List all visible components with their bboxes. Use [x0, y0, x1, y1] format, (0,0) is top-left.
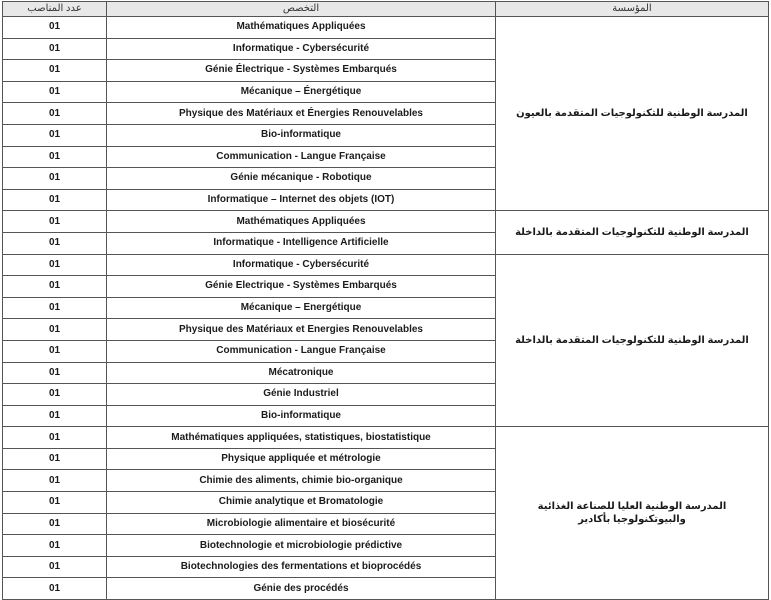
specialty-cell: Bio-informatique	[107, 405, 496, 427]
position-count-cell: 01	[3, 103, 107, 125]
position-count-cell: 01	[3, 470, 107, 492]
position-count-cell: 01	[3, 513, 107, 535]
table-row	[3, 427, 769, 449]
header-specialty: التخصص	[107, 2, 496, 17]
specialty-cell: Physique appliquée et métrologie	[107, 448, 496, 470]
position-count-cell: 01	[3, 81, 107, 103]
position-count-cell: 01	[3, 146, 107, 168]
position-count-cell: 01	[3, 168, 107, 190]
specialty-cell: Génie mécanique - Robotique	[107, 168, 496, 190]
position-count-cell: 01	[3, 448, 107, 470]
position-count-cell: 01	[3, 60, 107, 82]
positions-table	[2, 1, 769, 600]
table-row	[3, 17, 769, 39]
position-count-cell: 01	[3, 254, 107, 276]
specialty-cell: Mathématiques Appliquées	[107, 17, 496, 39]
table-row	[3, 211, 769, 233]
position-count-cell: 01	[3, 492, 107, 514]
specialty-cell: Microbiologie alimentaire et biosécurité	[107, 513, 496, 535]
header-count: عدد المناصب	[3, 2, 107, 17]
position-count-cell: 01	[3, 276, 107, 298]
specialty-cell: Communication - Langue Française	[107, 340, 496, 362]
specialty-cell: Chimie des aliments, chimie bio-organique	[107, 470, 496, 492]
institution-cell: المدرسة الوطنية للتكنولوجيات المتقدمة بالعيون	[496, 17, 769, 211]
position-count-cell: 01	[3, 124, 107, 146]
specialty-cell: Génie Industriel	[107, 384, 496, 406]
specialty-cell: Informatique - Cybersécurité	[107, 254, 496, 276]
table-header-row	[3, 2, 769, 17]
specialty-cell: Biotechnologie et microbiologie prédictive	[107, 535, 496, 557]
position-count-cell: 01	[3, 211, 107, 233]
specialty-cell: Bio-informatique	[107, 124, 496, 146]
specialty-cell: Biotechnologies des fermentations et bioprocédés	[107, 556, 496, 578]
position-count-cell: 01	[3, 319, 107, 341]
position-count-cell: 01	[3, 578, 107, 600]
position-count-cell: 01	[3, 362, 107, 384]
position-count-cell: 01	[3, 427, 107, 449]
header-institution: المؤسسة	[496, 2, 769, 17]
specialty-cell: Communication - Langue Française	[107, 146, 496, 168]
position-count-cell: 01	[3, 556, 107, 578]
table-body	[3, 17, 769, 600]
specialty-cell: Mécanique – Énergétique	[107, 81, 496, 103]
position-count-cell: 01	[3, 384, 107, 406]
specialty-cell: Chimie analytique et Bromatologie	[107, 492, 496, 514]
position-count-cell: 01	[3, 232, 107, 254]
position-count-cell: 01	[3, 405, 107, 427]
specialty-cell: Génie Electrique - Systèmes Embarqués	[107, 276, 496, 298]
specialty-cell: Génie des procédés	[107, 578, 496, 600]
specialty-cell: Génie Électrique - Systèmes Embarqués	[107, 60, 496, 82]
specialty-cell: Informatique - Intelligence Artificielle	[107, 232, 496, 254]
position-count-cell: 01	[3, 189, 107, 211]
specialty-cell: Informatique – Internet des objets (IOT)	[107, 189, 496, 211]
specialty-cell: Mécatronique	[107, 362, 496, 384]
positions-document	[2, 1, 768, 600]
position-count-cell: 01	[3, 297, 107, 319]
specialty-cell: Informatique - Cybersécurité	[107, 38, 496, 60]
specialty-cell: Physique des Matériaux et Énergies Renouvelables	[107, 103, 496, 125]
specialty-cell: Mécanique – Energétique	[107, 297, 496, 319]
position-count-cell: 01	[3, 38, 107, 60]
institution-cell: المدرسة الوطنية العليا للصناعة الغذائية والبيوتكنولوجيا بأكادير	[496, 427, 769, 600]
position-count-cell: 01	[3, 535, 107, 557]
specialty-cell: Physique des Matériaux et Energies Renouvelables	[107, 319, 496, 341]
table-row	[3, 254, 769, 276]
institution-cell: المدرسة الوطنية للتكنولوجيات المتقدمة بالداخلة	[496, 211, 769, 254]
position-count-cell: 01	[3, 340, 107, 362]
specialty-cell: Mathématiques Appliquées	[107, 211, 496, 233]
specialty-cell: Mathématiques appliquées, statistiques, biostatistique	[107, 427, 496, 449]
position-count-cell: 01	[3, 17, 107, 39]
institution-cell: المدرسة الوطنية للتكنولوجيات المتقدمة بالداخلة	[496, 254, 769, 427]
